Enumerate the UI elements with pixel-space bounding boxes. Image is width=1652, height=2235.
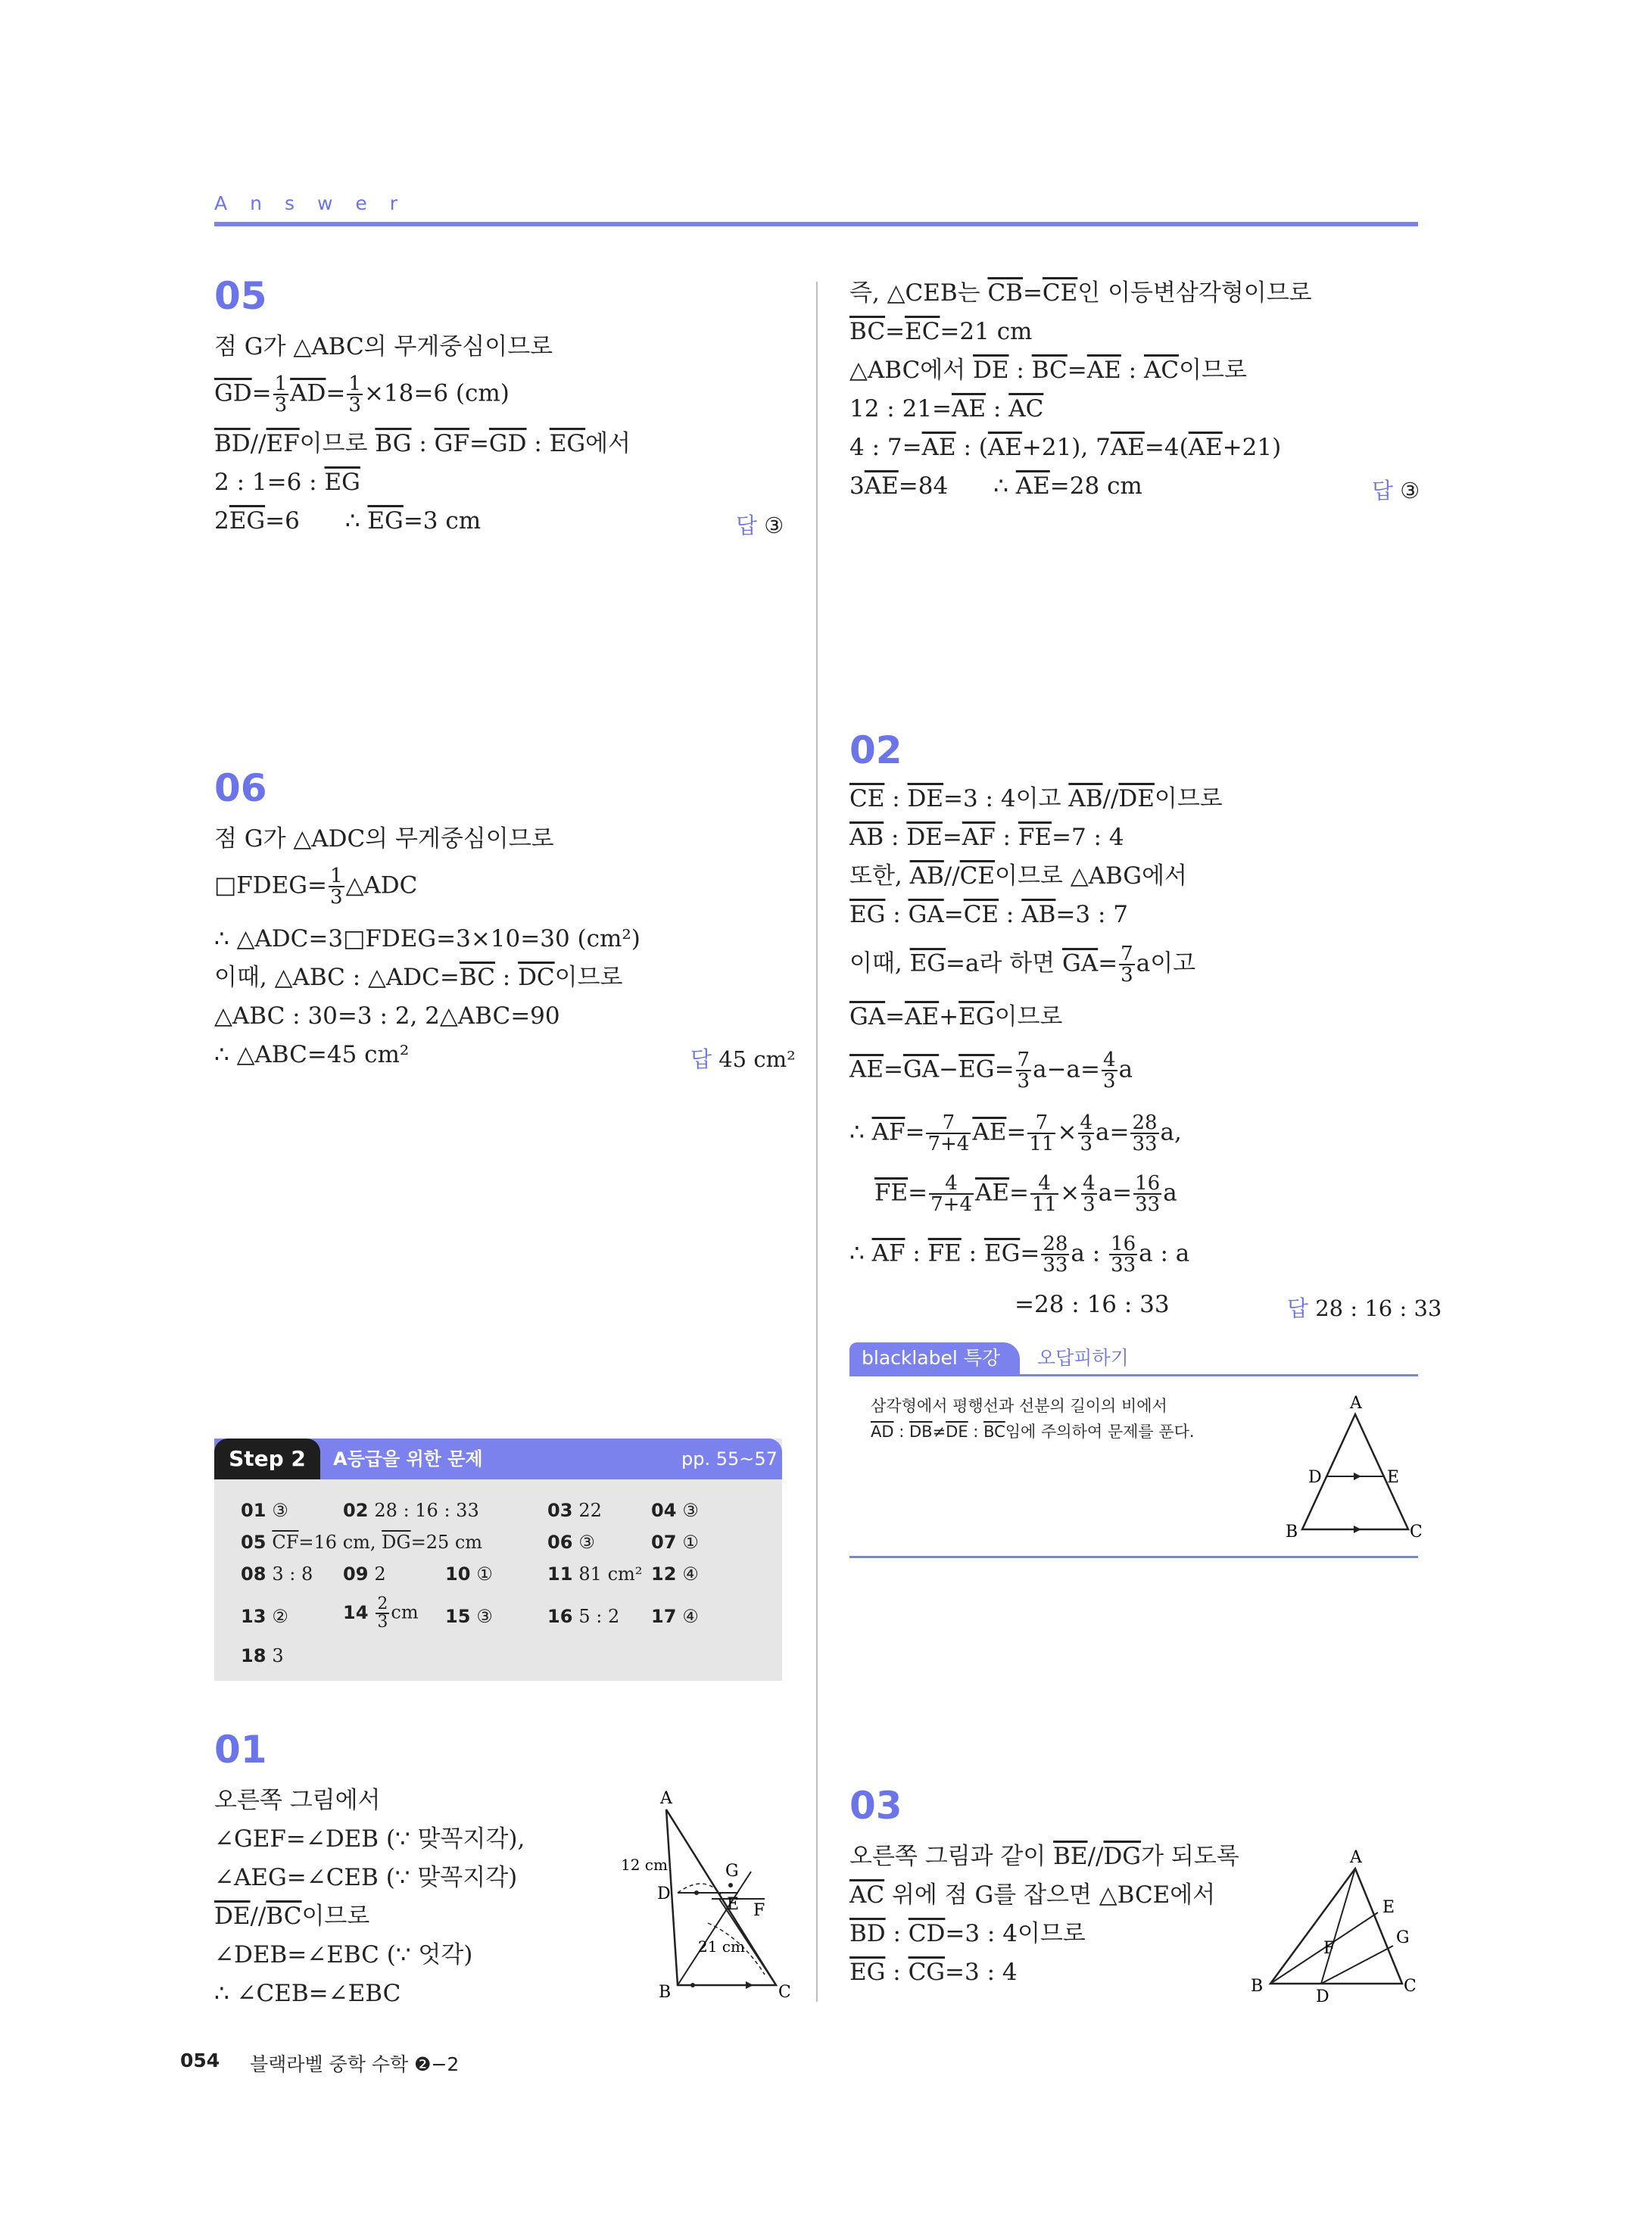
- label-B: B: [659, 1983, 672, 2002]
- blacklabel-text: 삼각형에서 평행선과 선분의 길이의 비에서: [871, 1397, 1167, 1415]
- page-number: 054: [180, 2050, 220, 2071]
- label-B: B: [1251, 1977, 1264, 1996]
- answer-mark: 답 45 cm²: [690, 1046, 796, 1072]
- label-C: C: [1404, 1977, 1417, 1996]
- step2-item: 15 ③: [445, 1606, 493, 1627]
- label-D: D: [1316, 1987, 1329, 2006]
- step2-item: 02 28 : 16 : 33: [343, 1500, 479, 1521]
- header-rule: [214, 222, 1418, 226]
- step2-item: 07 ①: [651, 1532, 699, 1553]
- label-C: C: [1410, 1523, 1423, 1541]
- solution-line: $\overline{GD}=$ $\frac{1}{3}$ $\overline{AD}=$ $\frac{1}{3}$ ×18=6 (cm): [214, 372, 510, 416]
- column-divider: [816, 282, 818, 2002]
- step2-item: 04 ③: [651, 1500, 699, 1521]
- solution-line: =28 : 16 : 33: [1015, 1291, 1170, 1318]
- label-G: G: [725, 1862, 739, 1881]
- q01-triangle-figure: [621, 1787, 795, 2006]
- solution-line: ∴ ∠CEB=∠EBC: [214, 1980, 401, 2007]
- step2-item: 18 3: [241, 1645, 284, 1666]
- label-E: E: [1387, 1468, 1400, 1487]
- step2-tab: Step 2: [214, 1439, 320, 1479]
- label-D: D: [657, 1884, 671, 1903]
- solution-line: $\overline{FE}=$ $\frac{4}{7+4}$ $\overline{AE}=$ $\frac{4}{11}$ × $\frac{4}{3}$ a= $\frac{16}{33}$ a: [874, 1172, 1177, 1216]
- solution-line: 이때, △ABC : $\triangle ADC=\overline{BC}$ : $\overline{DC}$이므로: [214, 964, 623, 991]
- label-F: F: [753, 1901, 765, 1920]
- question-number: 06: [214, 766, 267, 810]
- q03-triangle-figure: [1242, 1847, 1423, 2014]
- solution-line: □FDEG= $\frac{1}{3}$ △ADC: [214, 865, 418, 909]
- blacklabel-text: $\overline{AD}$ : $\overline{DB}\ne\overline{DE}$ : $\overline{BC}$임에 주의하여 문제를 푼다.: [871, 1423, 1195, 1441]
- solution-line: $\overline{AB}$ : $\overline{DE}=\overline{AF}$ : $\overline{FE}=7$ : 4: [849, 824, 1124, 851]
- solution-line: ∴ △ABC=45 cm²: [214, 1041, 410, 1068]
- label-C: C: [778, 1983, 791, 2002]
- label-F: F: [1323, 1939, 1336, 1958]
- solution-line: $\overline{EG}$ : $\overline{GA}=\overline{CE}$ : $\overline{AB}=3$ : 7: [849, 901, 1128, 928]
- solution-line: 점 G가 △ABC의 무게중심이므로: [214, 333, 553, 360]
- step2-title: A등급을 위한 문제: [333, 1448, 483, 1470]
- solution-line: ∴ $\overline{AF}=$ $\frac{7}{7+4}$ $\overline{AE}=$ $\frac{7}{11}$ × $\frac{4}{3}$ a= $\frac{28}{33}$ a,: [849, 1111, 1182, 1155]
- step2-item: 03 22: [547, 1500, 602, 1521]
- solution-line: ∴ △ADC=3□FDEG=3×10=30 (cm²): [214, 925, 641, 952]
- step2-item: 12 ④: [651, 1563, 699, 1585]
- length-label: 12 cm: [621, 1856, 668, 1874]
- blacklabel-rule: [849, 1374, 1418, 1376]
- answer-mark: 답 ③: [736, 513, 784, 538]
- blacklabel-triangle-figure: [1280, 1393, 1423, 1545]
- solution-line: $\overline{GA}=\overline{AE}+\overline{EG}$이므로: [849, 1003, 1063, 1030]
- question-number: 03: [849, 1784, 902, 1828]
- step2-item: 17 ④: [651, 1606, 699, 1627]
- step2-item: 16 5 : 2: [547, 1606, 620, 1627]
- solution-line: $\overline{BD}//\overline{EF}$이므로 $\overline{BG}$ : $\overline{GF}=\overline{GD}$ : $\overline{EG}$에서: [214, 430, 631, 457]
- solution-line: ∠GEF=∠DEB (∵ 맞꼭지각),: [214, 1825, 525, 1853]
- solution-line: 2 : 1=6 : $\overline{EG}$: [214, 469, 360, 496]
- solution-line: $\overline{EG}$ : $\overline{CG}=3$ : 4: [849, 1959, 1018, 1986]
- blacklabel-tab: blacklabel 특강: [849, 1342, 1020, 1374]
- solution-line: $\overline{BD}$ : $\overline{CD}=3$ : 4이므로: [849, 1920, 1086, 1947]
- step2-item: 06 ③: [547, 1532, 595, 1553]
- question-number: 02: [849, 728, 902, 772]
- step2-item: 14 $\frac{2}{3}$ cm: [343, 1594, 419, 1632]
- solution-line: 오른쪽 그림에서: [214, 1787, 381, 1814]
- solution-line: $\overline{AE}=\overline{GA}-\overline{EG}=$ $\frac{7}{3}$ a−a= $\frac{4}{3}$ a: [849, 1049, 1133, 1093]
- solution-line: 즉, △CEB는 $\overline{CB}=\overline{CE}$인 이등변삼각형이므로: [849, 279, 1312, 307]
- label-G: G: [1396, 1928, 1410, 1947]
- question-number: 01: [214, 1728, 267, 1772]
- step2-item: 09 2: [343, 1563, 386, 1585]
- label-B: B: [1286, 1523, 1298, 1541]
- solution-line: △ABC에서 $\overline{DE}$ : $\overline{BC}=\overline{AE}$ : $\overline{AC}$이므로: [849, 357, 1247, 384]
- answer-mark: 답 28 : 16 : 33: [1287, 1295, 1442, 1321]
- book-title: 블랙라벨 중학 수학 ❷−2: [250, 2053, 460, 2075]
- step2-pages: pp. 55~57: [681, 1448, 778, 1470]
- label-A: A: [1350, 1394, 1362, 1413]
- solution-line: $\overline{DE}//\overline{BC}$이므로: [214, 1903, 370, 1930]
- solution-line: 12 : $21=\overline{AE}$ : $\overline{AC}$: [849, 395, 1044, 422]
- label-A: A: [1350, 1848, 1362, 1867]
- solution-line: ∴ $\overline{AF}$ : $\overline{FE}$ : $\overline{EG}=$ $\frac{28}{33}$ a : $\frac{16}{33}$ a : a: [849, 1233, 1190, 1276]
- question-number: 05: [214, 274, 267, 318]
- step2-item: 05 $\overline{CF}=16$ cm, $\overline{DG}=25$ cm: [241, 1532, 483, 1553]
- solution-line: $\overline{CE}$ : $\overline{DE}=3$ : 4이고 $\overline{AB}//\overline{DE}$이므로: [849, 785, 1223, 812]
- step2-item: 01 ③: [241, 1500, 288, 1521]
- blacklabel-subtitle: 오답피하기: [1037, 1347, 1129, 1369]
- solution-line: 또한, $\overline{AB}//\overline{CE}$이므로 △ABG에서: [849, 862, 1187, 890]
- solution-line: $\overline{AC}$ 위에 점 G를 잡으면 △BCE에서: [849, 1881, 1216, 1909]
- solution-line: 4 : $7=\overline{AE}$ : $(\overline{AE}+21)$, $7\overline{AE}=4(\overline{AE}+21)$: [849, 434, 1282, 461]
- solution-line: 이때, $\overline{EG}=a$라 하면 $\overline{GA}=$ $\frac{7}{3}$ a이고: [849, 943, 1196, 987]
- step2-item: 13 ②: [241, 1606, 288, 1627]
- step2-item: 08 3 : 8: [241, 1563, 313, 1585]
- solution-line: △ABC : 30=3 : 2, 2△ABC=90: [214, 1002, 560, 1030]
- solution-line: $3\overline{AE}=84$ ∴ $\overline{AE}=28$ cm: [849, 472, 1142, 500]
- solution-line: $2\overline{EG}=6$ ∴ $\overline{EG}=3$ cm: [214, 507, 482, 535]
- label-E: E: [1382, 1898, 1395, 1917]
- answer-mark: 답 ③: [1372, 478, 1420, 503]
- section-label: Answer: [214, 192, 421, 214]
- solution-line: 오른쪽 그림과 같이 $\overline{BE}//\overline{DG}$가 되도록: [849, 1843, 1239, 1870]
- solution-line: ∠DEB=∠EBC (∵ 엇각): [214, 1941, 473, 1968]
- step2-item: 10 ①: [445, 1563, 493, 1585]
- label-E: E: [727, 1895, 740, 1914]
- step2-item: 11 81 cm²: [547, 1563, 643, 1585]
- solution-line: ∠AEG=∠CEB (∵ 맞꼭지각): [214, 1864, 518, 1891]
- length-label: 21 cm: [698, 1937, 745, 1956]
- blacklabel-bottom-rule: [849, 1556, 1418, 1558]
- solution-line: 점 G가 △ADC의 무게중심이므로: [214, 825, 554, 853]
- label-A: A: [660, 1789, 672, 1808]
- label-D: D: [1308, 1468, 1322, 1487]
- solution-line: $\overline{BC}=\overline{EC}=21$ cm: [849, 318, 1033, 345]
